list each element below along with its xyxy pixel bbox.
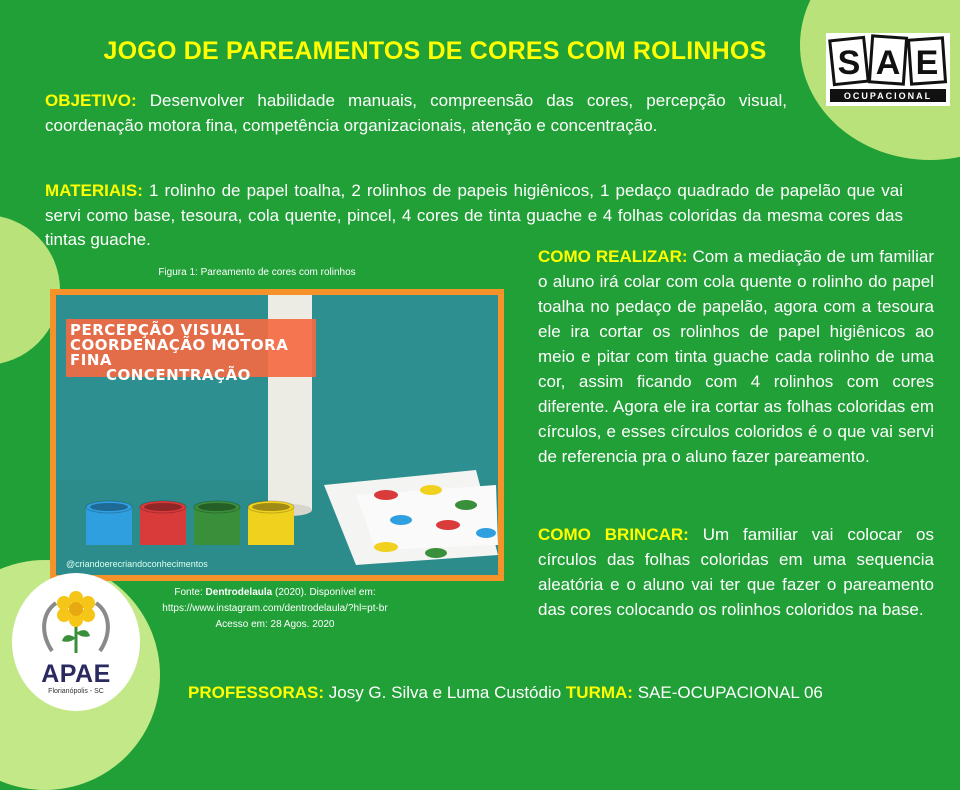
apae-city: Florianópolis - SC xyxy=(48,688,104,695)
source-access: Acesso em: 28 Agos. 2020 xyxy=(215,619,335,630)
como-brincar-label: COMO BRINCAR: xyxy=(538,525,689,544)
photo-banner-text xyxy=(70,323,330,383)
sae-letter-a: A xyxy=(875,44,901,82)
source-prefix: Fonte: xyxy=(174,587,206,598)
objetivo-paragraph xyxy=(45,89,787,138)
source-author: Dentrodelaula xyxy=(205,587,273,598)
materiais-paragraph xyxy=(45,179,903,253)
apae-logo xyxy=(12,573,140,711)
materiais-label: MATERIAIS: xyxy=(45,181,143,200)
source-url: https://www.instagram.com/dentrodelaula/?hl=pt-br xyxy=(162,603,388,614)
footer-prof-label: PROFESSORAS: xyxy=(188,683,325,702)
footer-turma-label: TURMA: xyxy=(565,683,633,702)
sae-letter-s: S xyxy=(837,44,861,82)
footer xyxy=(188,683,823,703)
photo-watermark: @criandoerecriandoconhecimentos xyxy=(66,559,208,569)
banner-line-1: PERCEPÇÃO VISUAL xyxy=(70,321,245,339)
como-realizar-text: Com a mediação de um familiar o aluno irá colar com cola quente o rolinho do papel toalha no pedaço de papelão, agora com a tesoura ele ira cortar os rolinhos de papel higiênicos ao meio e pitar com tinta guache cada rolinho de uma cor, assim ficando com 4 rolinhos com cores diferente. Agora ele ira cortar as folhas coloridas em círculos, e esses círculos coloridos é o que vai servi de referencia pra o aluno fazer pareamento. xyxy=(538,247,934,466)
como-brincar-text: Um familiar vai colocar os círculos das folhas coloridas em uma sequencia aleatória e o aluno vai ter que fazer o pareamento das cores colocando os rolinhos coloridos na base. xyxy=(538,525,935,619)
sae-subtitle: OCUPACIONAL xyxy=(843,91,933,101)
banner-line-2: COORDENAÇÃO MOTORA FINA xyxy=(70,336,289,369)
como-brincar-paragraph xyxy=(538,522,934,622)
como-realizar-paragraph xyxy=(538,244,934,469)
figure-source xyxy=(110,585,440,633)
page-title: JOGO DE PAREAMENTOS DE CORES COM ROLINHOS xyxy=(103,37,767,65)
objetivo-label: OBJETIVO: xyxy=(45,91,137,110)
sae-logo xyxy=(826,33,950,106)
figure-photo xyxy=(50,289,504,581)
como-realizar-label: COMO REALIZAR: xyxy=(538,247,688,266)
sae-letter-e: E xyxy=(915,44,939,82)
footer-turma-value: SAE-OCUPACIONAL 06 xyxy=(632,683,823,702)
materiais-text: 1 rolinho de papel toalha, 2 rolinhos de papeis higiênicos, 1 pedaço quadrado de papelão que vai servi como base, tesoura, cola quente, pincel, 4 cores de tinta guache e 4 folhas coloridas da mesma cores das tintas guache. xyxy=(45,181,903,250)
figure-caption: Figura 1: Pareamento de cores com rolinhos xyxy=(158,267,356,278)
apae-name: APAE xyxy=(41,660,111,688)
banner-line-3: CONCENTRAÇÃO xyxy=(106,366,251,384)
source-rest: (2020). Disponível em: xyxy=(272,587,376,598)
footer-prof-names: Josy G. Silva e Luma Custódio xyxy=(324,683,566,702)
objetivo-text: Desenvolver habilidade manuais, compreensão das cores, percepção visual, coordenação motora fina, competência organizacionais, atenção e concentração. xyxy=(45,91,787,135)
